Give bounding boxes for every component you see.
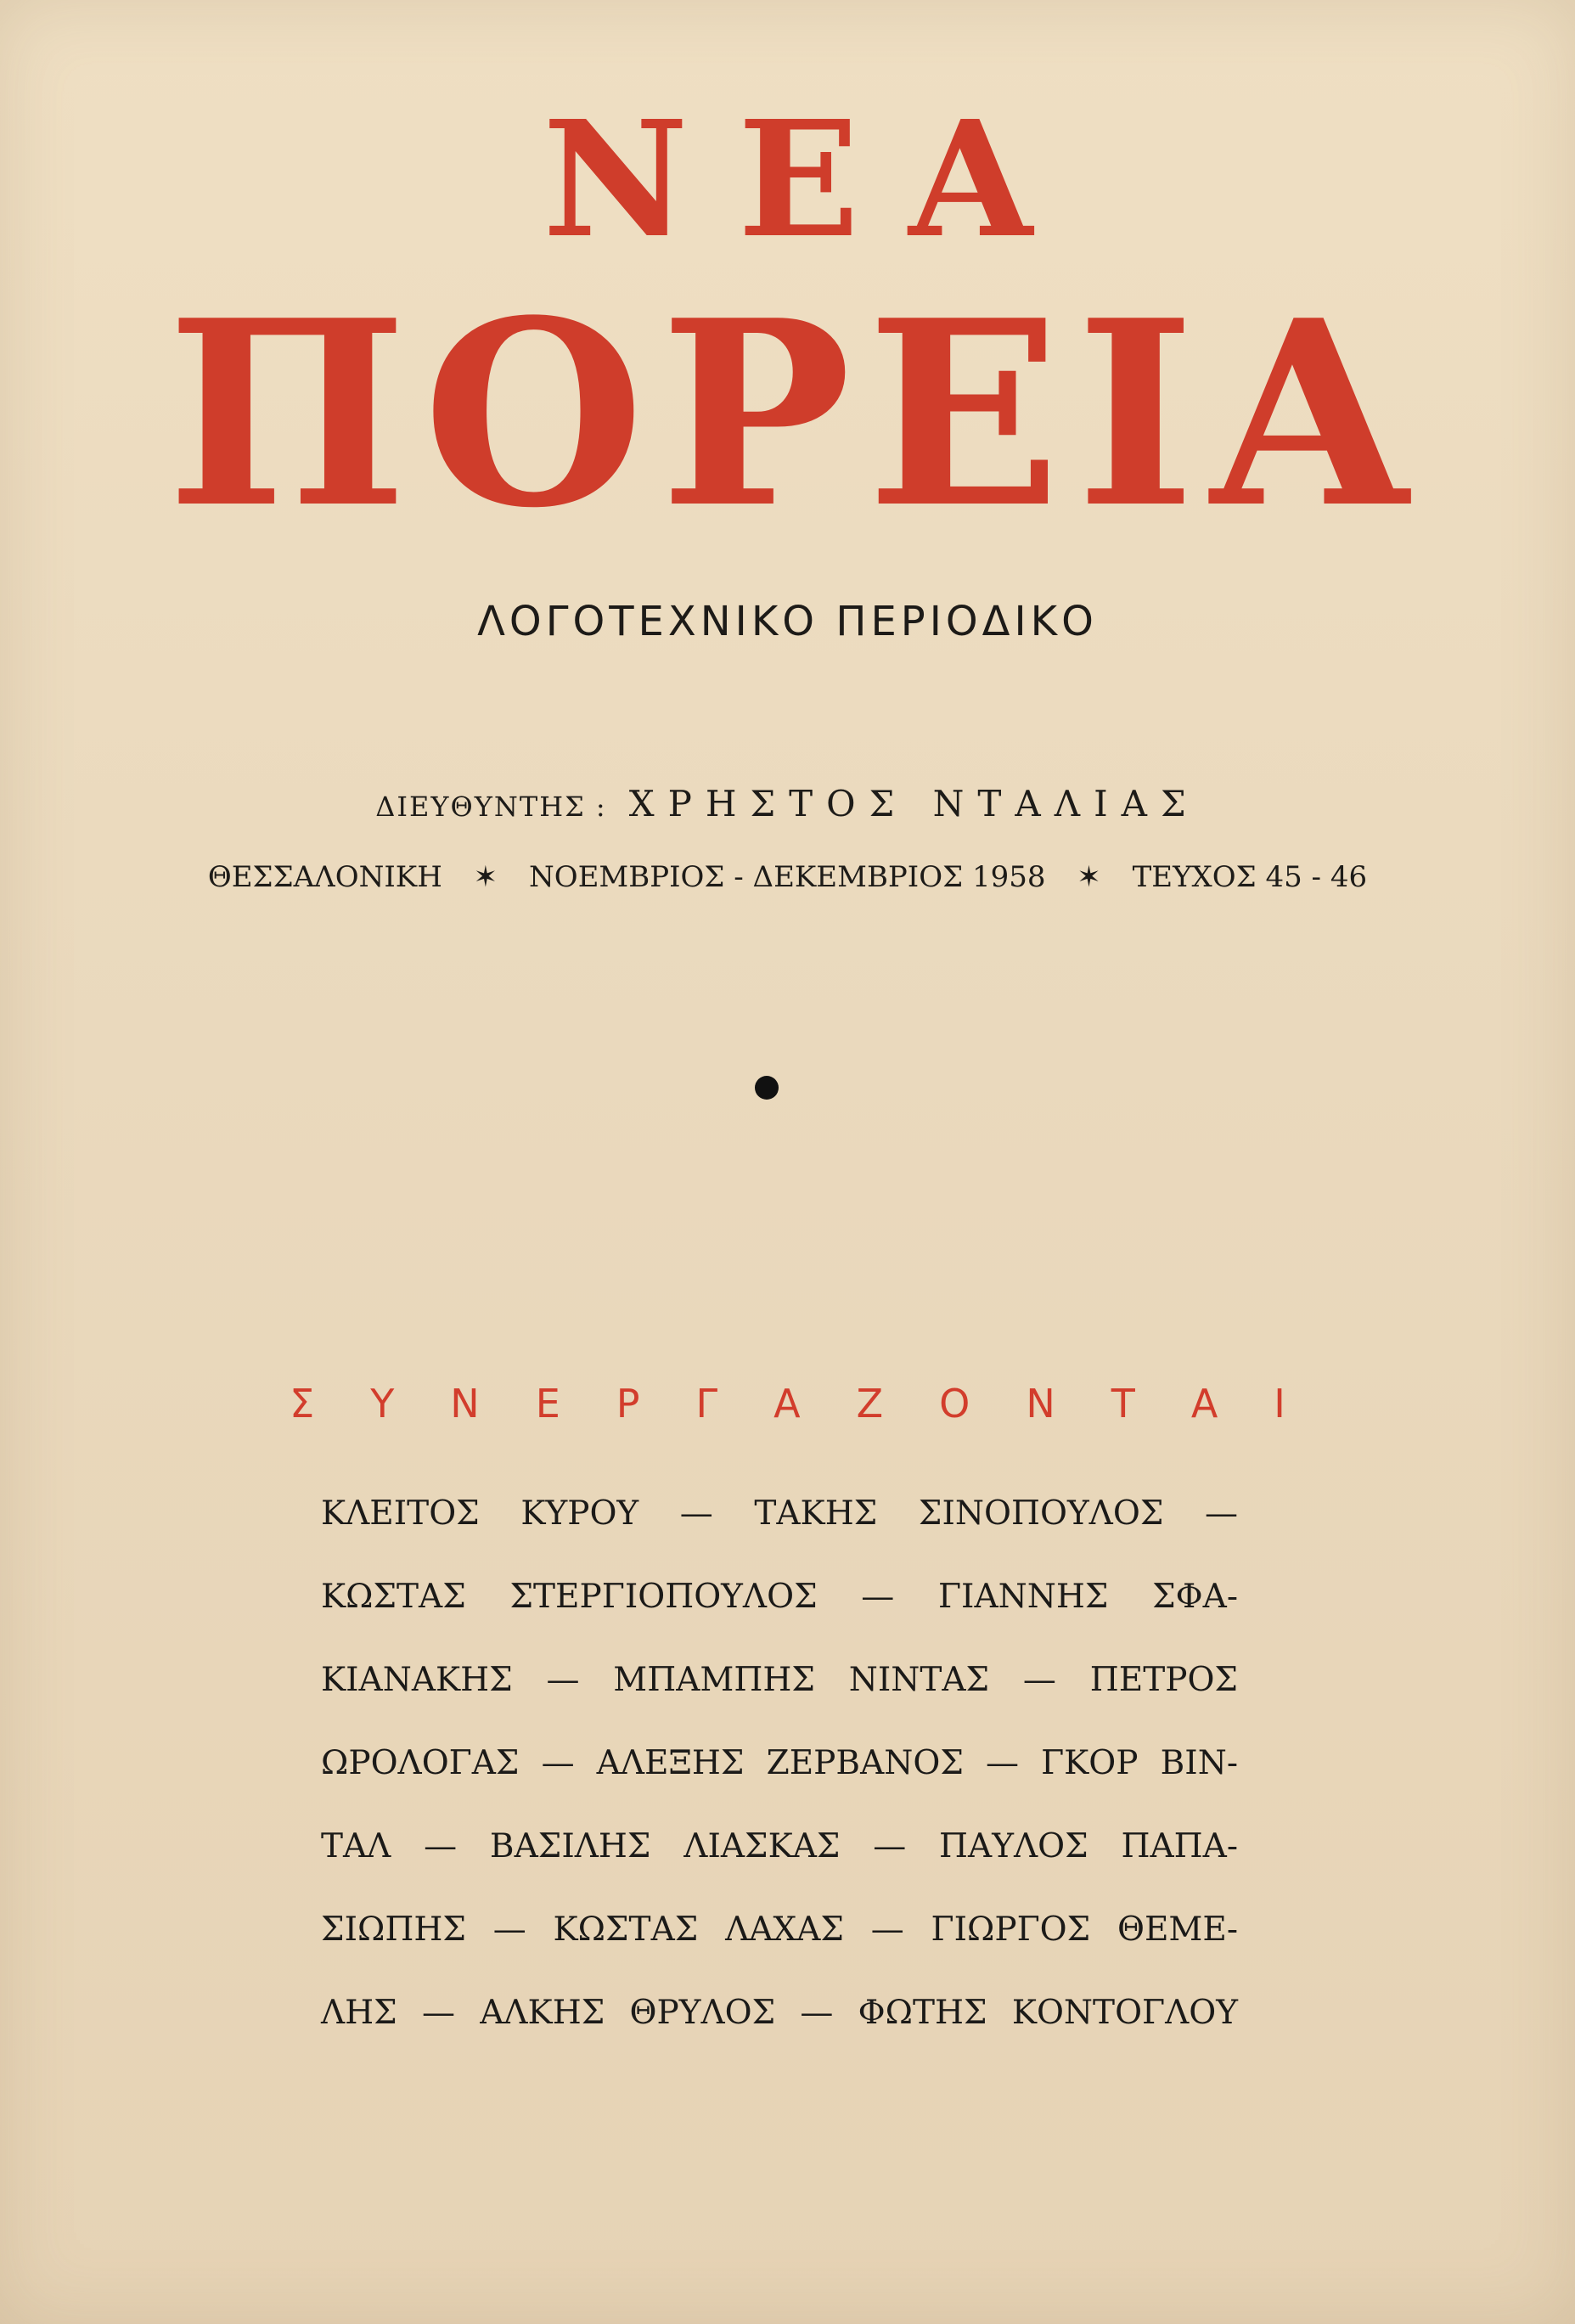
contributors-heading: ΣΥΝΕΡΓΑΖΟΝΤΑΙ [290, 1381, 1342, 1426]
contributors-line: ΤΑΛ — ΒΑΣΙΛΗΣ ΛΙΑΣΚΑΣ — ΠΑΥΛΟΣ ΠΑΠΑ- [321, 1827, 1238, 1865]
star-icon: ✶ [1077, 860, 1101, 894]
director-row [0, 783, 1575, 824]
bullet-ornament-icon [755, 1076, 779, 1100]
director-label: ΔΙΕΥΘΥΝΤΗΣ : [375, 791, 607, 823]
contributors-line: ΩΡΟΛΟΓΑΣ — ΑΛΕΞΗΣ ΖΕΡΒΑΝΟΣ — ΓΚΟΡ ΒΙΝ- [321, 1744, 1238, 1782]
star-icon: ✶ [473, 860, 498, 894]
issue-row [0, 860, 1575, 894]
contributors-line: ΚΙΑΝΑΚΗΣ — ΜΠΑΜΠΗΣ ΝΙΝΤΑΣ — ΠΕΤΡΟΣ [321, 1661, 1238, 1699]
contributors-list [321, 1472, 1238, 2055]
city: ΘΕΣΣΑΛΟΝΙΚΗ [207, 860, 442, 894]
contributors-line: ΣΙΩΠΗΣ — ΚΩΣΤΑΣ ΛΑΧΑΣ — ΓΙΩΡΓΟΣ ΘΕΜΕ- [321, 1910, 1238, 1949]
title-line-1: ΝΕΑ [542, 86, 1082, 273]
issue-label: ΤΕΥΧΟΣ [1132, 860, 1257, 894]
issue-date: ΝΟΕΜΒΡΙΟΣ - ΔΕΚΕΜΒΡΙΟΣ 1958 [528, 860, 1046, 894]
subtitle: ΛΟΓΟΤΕΧΝΙΚΟ ΠΕΡΙΟΔΙΚΟ [477, 598, 1098, 645]
title-line-2: ΠΟΡΕΙΑ [166, 264, 1424, 564]
issue-number: 45 - 46 [1265, 860, 1368, 894]
director-name: ΧΡΗΣΤΟΣ ΝΤΑΛΙΑΣ [628, 783, 1200, 824]
contributors-line: ΛΗΣ — ΑΛΚΗΣ ΘΡΥΛΟΣ — ΦΩΤΗΣ ΚΟΝΤΟΓΛΟΥ [321, 1994, 1238, 2032]
contributors-line: ΚΩΣΤΑΣ ΣΤΕΡΓΙΟΠΟΥΛΟΣ — ΓΙΑΝΝΗΣ ΣΦΑ- [321, 1578, 1238, 1616]
contributors-line: ΚΛΕΙΤΟΣ ΚΥΡΟΥ — ΤΑΚΗΣ ΣΙΝΟΠΟΥΛΟΣ — [321, 1494, 1238, 1533]
